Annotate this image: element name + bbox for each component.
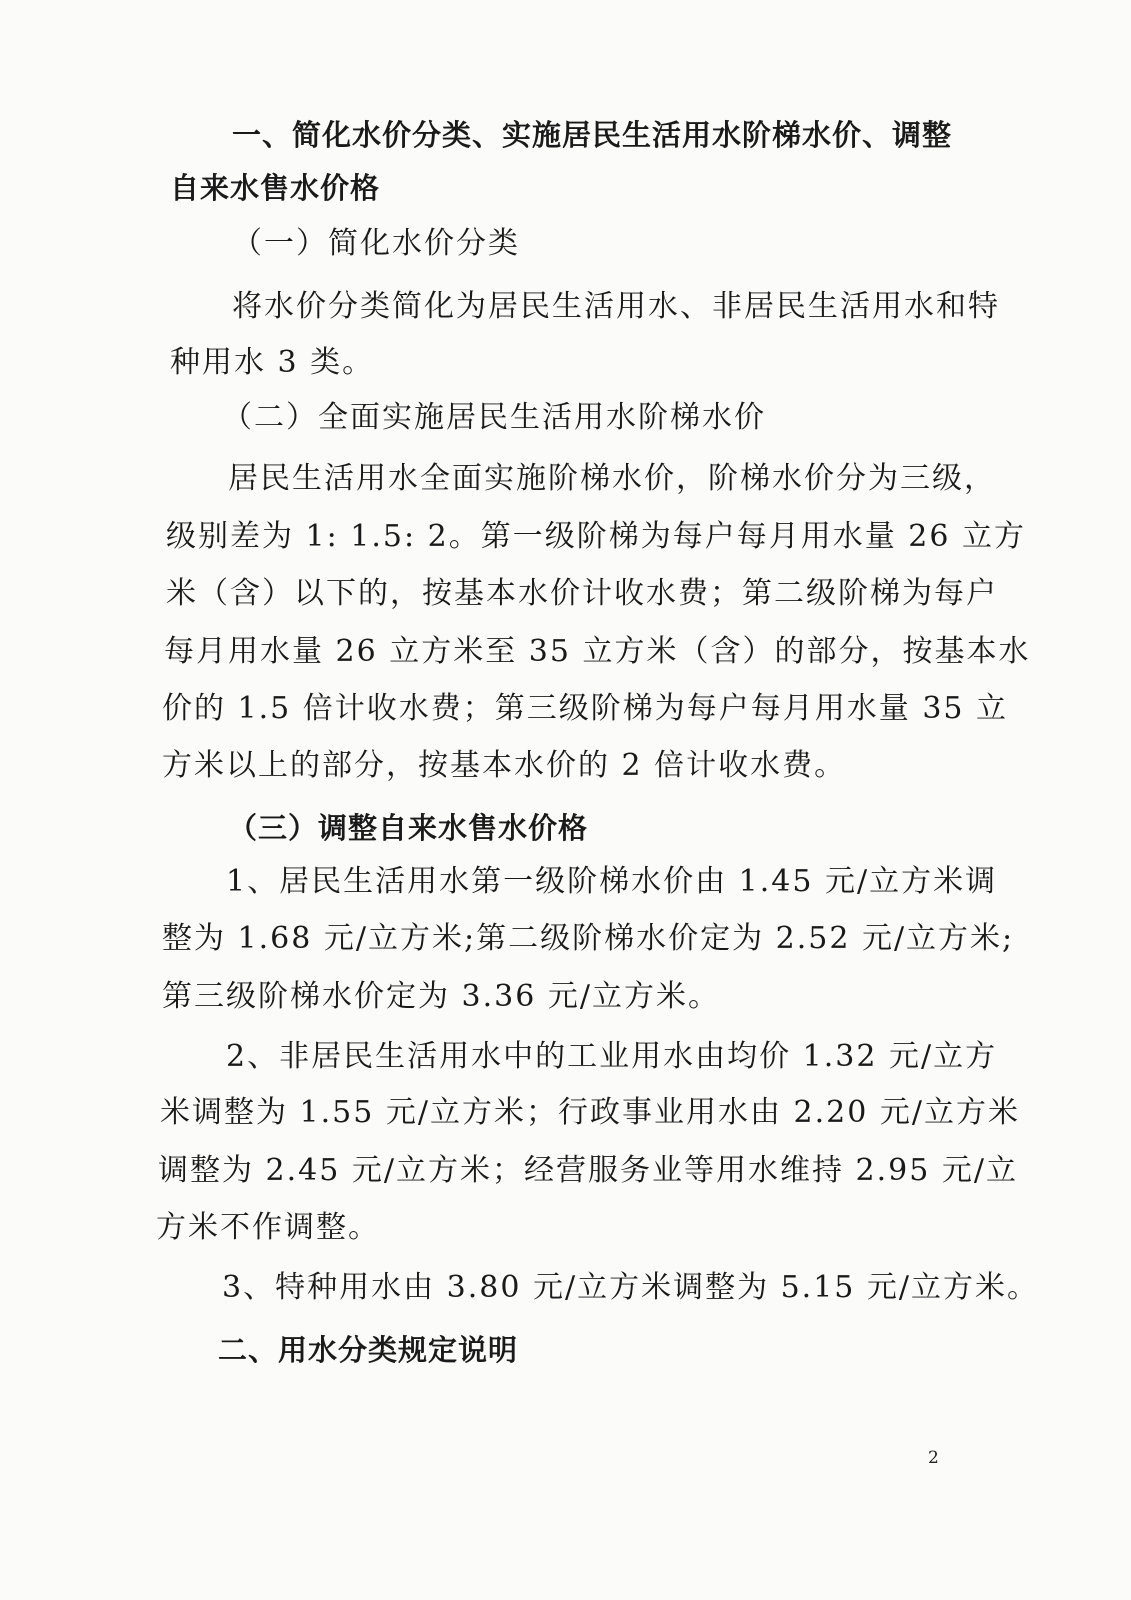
heading-1-line-2: 自来水售水价格 — [170, 171, 381, 205]
section-3-item-2-line-1: 2、非居民生活用水中的工业用水由均价 1.32 元/立方 — [226, 1039, 998, 1074]
section-2-title: （二）全面实施居民生活用水阶梯水价 — [222, 400, 766, 435]
section-3-item-3-line-1: 3、特种用水由 3.80 元/立方米调整为 5.15 元/立方米。 — [222, 1270, 1040, 1305]
section-1-para-line-1: 将水价分类简化为居民生活用水、非居民生活用水和特 — [232, 289, 1000, 324]
section-2-para-line-5: 价的 1.5 倍计收水费；第三级阶梯为每户每月用水量 35 立 — [162, 691, 1009, 726]
section-3-item-2-line-3: 调整为 2.45 元/立方米；经营服务业等用水维持 2.95 元/立 — [158, 1153, 1018, 1188]
section-3-item-1-line-3: 第三级阶梯水价定为 3.36 元/立方米。 — [162, 979, 720, 1014]
section-2-para-line-3: 米（含）以下的，按基本水价计收水费；第二级阶梯为每户 — [166, 576, 998, 611]
section-3-title: （三）调整自来水售水价格 — [228, 811, 589, 845]
section-1-para-line-2: 种用水 3 类。 — [170, 345, 375, 380]
section-2-para-line-2: 级别差为 1: 1.5: 2。第一级阶梯为每户每月用水量 26 立方 — [166, 519, 1026, 554]
heading-2: 二、用水分类规定说明 — [218, 1333, 519, 1367]
section-1-title: （一）简化水价分类 — [232, 226, 520, 261]
section-3-item-1-line-2: 整为 1.68 元/立方米;第二级阶梯水价定为 2.52 元/立方米; — [162, 921, 1015, 956]
section-3-item-2-line-4: 方米不作调整。 — [156, 1210, 380, 1245]
page-number: 2 — [928, 1448, 939, 1468]
section-3-item-1-line-1: 1、居民生活用水第一级阶梯水价由 1.45 元/立方米调 — [226, 864, 998, 899]
section-2-para-line-6: 方米以上的部分，按基本水价的 2 倍计收水费。 — [162, 748, 847, 783]
heading-1-line-1: 一、简化水价分类、实施居民生活用水阶梯水价、调整 — [232, 118, 953, 152]
section-2-para-line-4: 每月用水量 26 立方米至 35 立方米（含）的部分，按基本水 — [164, 634, 1031, 669]
section-2-para-line-1: 居民生活用水全面实施阶梯水价，阶梯水价分为三级， — [228, 461, 996, 496]
section-3-item-2-line-2: 米调整为 1.55 元/立方米；行政事业用水由 2.20 元/立方米 — [160, 1095, 1020, 1130]
